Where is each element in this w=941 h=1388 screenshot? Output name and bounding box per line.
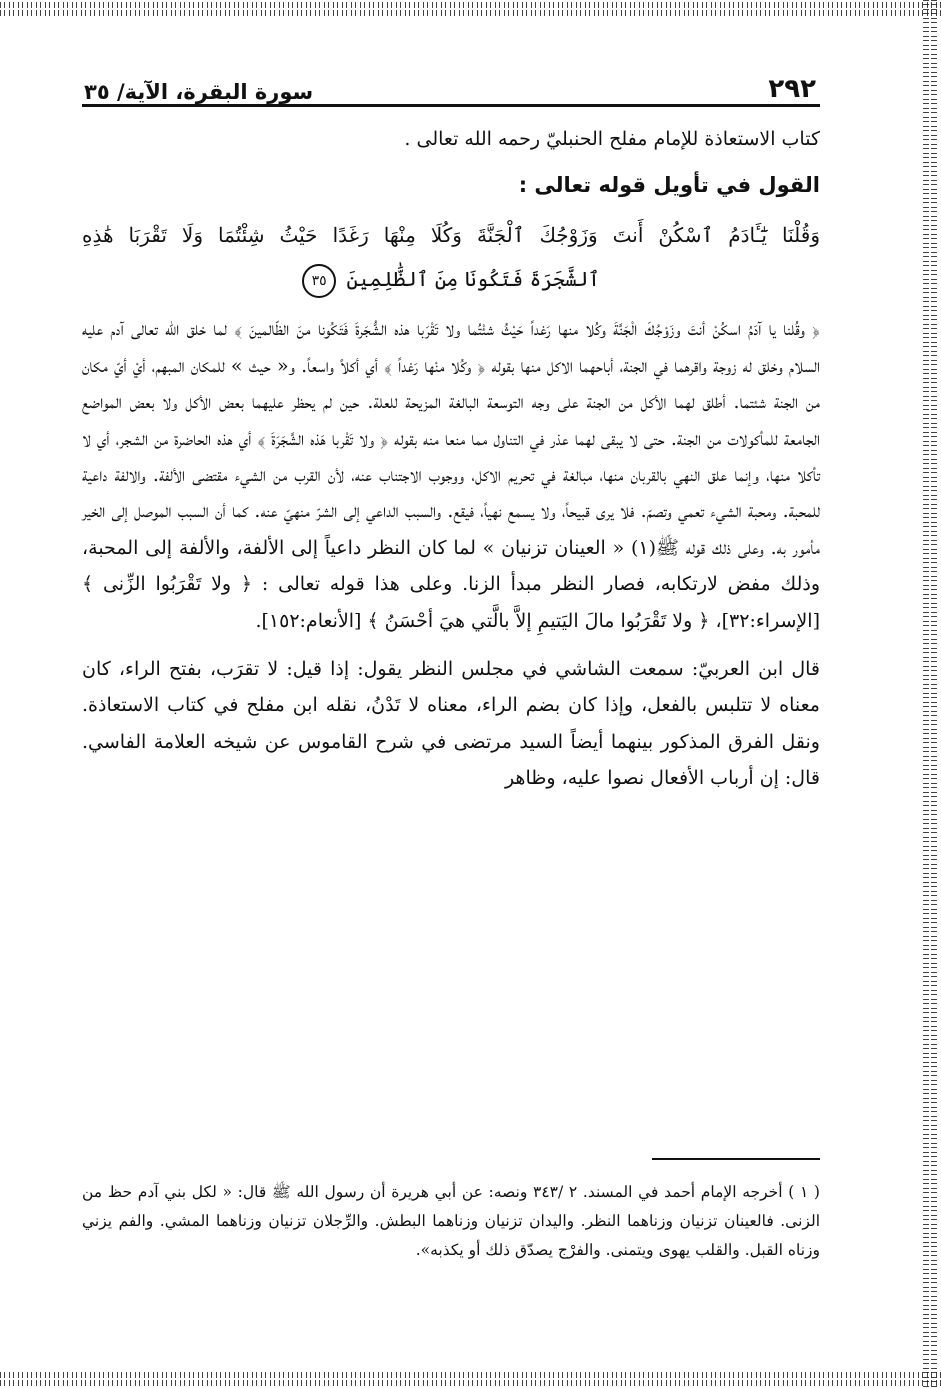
bottom-ornamental-border — [0, 1372, 941, 1386]
running-header — [82, 60, 820, 107]
page-content — [82, 60, 820, 797]
section-heading: القول في تأويل قوله تعالى : — [518, 173, 820, 198]
side-ornamental-border — [923, 0, 937, 1388]
verse-line-1: وَقُلْنَا يَٰٓـَٔادَمُ ٱسْكُنْ أَنتَ وَزَوْجُكَ ٱلْجَنَّةَ وَكُلَا مِنْهَا رَغَدًا حَيْثُ شِئْتُمَا وَلَا تَقْرَبَا هَٰذِهِ — [82, 223, 820, 248]
ayah-number-marker: ٣٥ — [302, 264, 336, 298]
chapter-title: سورة البقرة، الآية/ ٣٥ — [84, 80, 314, 104]
ibn-arabi-paragraph: قال ابن العربيّ: سمعت الشاشي في مجلس النظر يقول: إذا قيل: لا تقرَب، بفتح الراء، كان معناه لا تتلبس بالفعل، وإذا كان بضم الراء، معناه لا تَدْنُ، نقله ابن مفلح في كتاب الاستعاذة. ونقل الفرق المذكور بينهما أيضاً السيد مرتضى في شرح القاموس عن شيخه العلامة الفاسي. قال: إن أرباب الأفعال نصوا عليه، وظاهر — [82, 658, 820, 790]
top-ornamental-border — [0, 2, 941, 16]
footnote: ( ١ ) أخرجه الإمام أحمد في المسند. ٢ /٣٤٣ ونصه: عن أبي هريرة أن رسول الله ﷺ قال: « لكل بني آدم حظ من الزنى. فالعينان تزنيان وزناهما النظر. واليدان تزنيان وزناهما البطش. والرِّجلان تزنيان وزناهما المشي. والفم يزني وزناه القبل. والقلب يهوى ويتمنى. والفرْج يصدّق ذلك أو يكذبه». — [82, 1183, 820, 1259]
footnote-separator — [652, 1158, 820, 1160]
quran-verse — [82, 213, 820, 301]
intro-line: كتاب الاستعاذة للإمام مفلح الحنبليّ رحمه الله تعالى . — [404, 128, 820, 150]
verse-line-2-text: ٱلشَّجَرَةَ فَتَكُونَا مِنَ ٱلظَّٰلِمِينَ — [346, 267, 600, 292]
verse-line-2 — [82, 257, 820, 301]
commentary-paragraph: ﴿ وقُلنا يا آدَمُ اسكُنْ أنتَ وزَوْجُكَ الْجَنَّةَ وكُلا منها رَغداً حَيْثُ شئْتُما ولا تَقْرَبا هذه الشُّجَرةَ فَتَكُونا منَ الظّالمينَ ﴾ لما خلق الله تعالى آدم عليه السلام وخلق له زوجة واقرهما في الجنة، أباحهما الاكل منها بقوله ﴿ وكُلا منْها رَغداً ﴾ أي أكلاً واسعاً. و« حيث » للمكان المبهم، أيْ أيّ مكان من الجنة شئتما. أطلق لهما الأكل من الجنة على وجه التوسعة البالغة المزيحة للعلة. حين لم يحظر عليهما بعض الأكل ولا بعض المواضع الجامعة للمأكولات من الجنة. حتى لا يبقى لهما عذر في التناول مما منعا منه بقوله ﴿ ولا تَقْربا هَذه الشَّجَرَةَ ﴾ أي هذه الحاضرة من الشجر، أي لا تأكلا منها، وإنما علق النهي بالقربان منها، مبالغة في تحريم الاكل، ووجوب الاجتناب عنه، لأن القرب من الشيء مقتضى الألفة. والالفة داعية للمحبة. ومحبة الشيء تعمي وتصمّ. فلا يرى قبيحاً، ولا يسمع نهياً، فيقع. والسبب الداعي إلى الشرّ منهيّ عنه. كما أن السبب الموصل إلى الخير مأمور به. وعلى ذلك قوله ﷺ(١) « العينان تزنيان » لما كان النظر داعياً إلى الألفة، والألفة إلى المحبة، وذلك مفض لارتكابه، فصار النظر مبدأ الزنا. وعلى هذا قوله تعالى : ﴿ ولا تَقْرَبُوا الزِّنى ﴾ [الإسراء:٣٢]، ﴿ ولا تَقْرَبُوا مالَ اليَتيمِ إلاَّ بالَّتي هيَ أحْسَنُ ﴾ [الأنعام:١٥٢]. — [82, 318, 820, 632]
page-number: ٢٩٢ — [768, 74, 816, 104]
